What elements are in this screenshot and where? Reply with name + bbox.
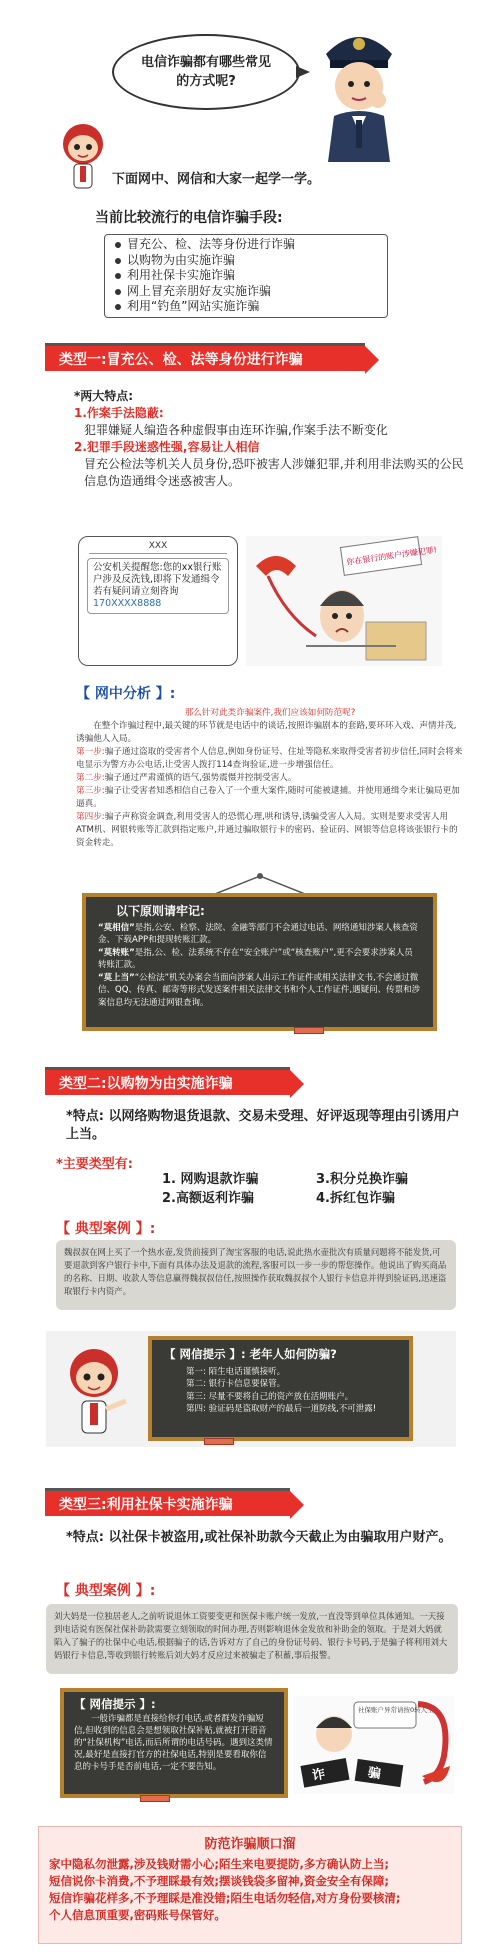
cartoon-sign-text: 你在银行的账户涉嫌犯罪! — [345, 545, 438, 567]
case-title: 【 典型案例 】: — [56, 1221, 156, 1237]
sms-text: 公安机关提醒您:您的xx银行账户涉及反洗钱,即将下发通缉令若有疑问请立刻咨询 — [93, 562, 222, 597]
board-item-label: “莫上当” — [98, 972, 135, 983]
analysis-step — [76, 785, 464, 811]
list-item: 利用“钓鱼”网站实施诈骗 — [113, 299, 379, 315]
board-title: 【 网信提示 】: 老年人如何防骗? — [164, 1347, 337, 1361]
section-title: 类型三:利用社保卡实施诈骗 — [59, 1496, 233, 1513]
slogan-line: 短信诈骗花样多,不予理睬是准没错;陌生电话勿轻信,对方身份要核清; — [49, 1891, 401, 1905]
step-label: 第四步: — [76, 812, 105, 822]
social-security-tip-chalkboard — [60, 1688, 288, 1798]
board-item-text: 是指,公安、检察、法院、金融等部门不会通过电话、网络通知涉案人核查资金、下载APP和提现转账汇款。 — [98, 922, 418, 945]
analysis-question: 那么针对此类诈骗案件,我们应该如何防范呢? — [184, 708, 356, 718]
board-item-label: “莫转账” — [98, 947, 135, 958]
eraser-icon — [204, 1438, 234, 1445]
slogan-line: 家中隐私勿泄露,涉及钱财需小心;陌生来电要提防,多方确认防上当; — [49, 1857, 389, 1871]
type3-feature — [66, 1529, 464, 1547]
step-text: 骗子通过盗取的受害者个人信息,例如身份证号、住址等隐私来取得受害者初步信任,同时会将来电显示为警方办公电话,让受害人拨打114查询验证,进一步增强信任。 — [76, 747, 463, 770]
section-title: 类型二:以购物为由实施诈骗 — [59, 1075, 233, 1092]
cartoon-word-a: 诈 — [311, 1766, 327, 1784]
speech-bubble-tail — [296, 66, 310, 78]
overview-list — [104, 234, 388, 318]
board-title: 【 网信提示 】: — [74, 1697, 156, 1711]
principles-chalkboard — [82, 893, 437, 1031]
main-types-label: *主要类型有: — [56, 1157, 133, 1172]
hero-section — [0, 0, 500, 195]
section-header-arrow — [365, 346, 379, 374]
phone-scam-cartoon — [294, 1696, 454, 1794]
analysis-step — [76, 772, 464, 785]
feature-2-body: 冒充公检法等机关人员身份,恐吓被害人涉嫌犯罪,并利用非法购买的公民信息伪造通缉令迷惑被害人。 — [84, 457, 464, 488]
feature-label: *特点: — [66, 1530, 104, 1545]
step-text: 骗子通过严肃谨慎的语气,强势震慑并控制受害人。 — [104, 773, 297, 783]
scam-kinds-grid — [162, 1170, 442, 1208]
cartoon-word-b: 骗 — [366, 1765, 382, 1783]
hero-question: 电信诈骗都有哪些常见的方式呢? — [140, 55, 271, 89]
elderly-tip-chalkboard — [148, 1336, 413, 1441]
board-title: 以下原则请牢记: — [116, 904, 205, 918]
feature-1-body: 犯罪嫌疑人编造各种虚假事由连环诈骗,作案手法不断变化 — [84, 423, 388, 437]
sms-phone-number: 170XXXX8888 — [93, 598, 162, 609]
feature-label: *特点: — [66, 1109, 104, 1124]
scam-kind: 3.积分兑换诈骗 — [316, 1172, 408, 1187]
list-item: 冒充公、检、法等身份进行诈骗 — [113, 237, 379, 253]
section-header-arrow — [290, 1070, 304, 1098]
scam-kind: 1. 网购退款诈骗 — [162, 1172, 259, 1187]
list-item: 利用社保卡实施诈骗 — [113, 268, 379, 284]
section-header-type1 — [45, 343, 365, 371]
analysis-title: 【 网中分析 】: — [76, 686, 176, 702]
type1-features — [74, 388, 464, 490]
scam-call-cartoon — [246, 536, 442, 666]
overview-title: 当前比较流行的电信诈骗手段: — [95, 210, 283, 226]
eraser-icon — [294, 1027, 324, 1034]
cartoon-bubble-text: 社保账户异常请按0转人工 — [358, 1706, 434, 1714]
scam-kind: 2.高额返利诈骗 — [162, 1191, 254, 1206]
eraser-icon — [140, 1795, 170, 1802]
case-box — [46, 1604, 458, 1674]
section-header-type2 — [45, 1067, 290, 1095]
step-label: 第一步: — [76, 747, 105, 757]
feature-1-title: 1.作案手法隐蔽: — [74, 406, 164, 420]
case-box — [56, 1240, 456, 1310]
analysis-body — [76, 707, 464, 850]
board-item-label: “莫相信” — [98, 922, 135, 933]
features-label: *两大特点: — [74, 389, 134, 403]
board-item — [98, 922, 421, 947]
case-text: 魏叔叔在网上买了一个热水壶,发货前接到了淘宝客服的电话,说此热水壶批次有质量问题将不能发货,可要退款到客户银行卡中,下面有具体办法及退款的流程,客服可以一步一步的帮您操作。他说出了购买商品的名称、日期、收款人等信息赢得魏叔叔信任,按照操作获取魏叔叔个人银行卡信息并得到验证码,迅速盗取银行卡内资产。 — [64, 1247, 447, 1296]
section-title: 类型一:冒充公、检、法等身份进行诈骗 — [59, 351, 303, 368]
step-text: 骗子让受害者知悉相信自己卷入了一个重大案件,随时可能被逮捕。并使用通缉令来让骗局更加逼真。 — [76, 786, 460, 809]
cartoon-kid-icon — [58, 122, 108, 192]
scam-kind: 4.拆红包诈骗 — [316, 1191, 395, 1206]
tip-item: 第二: 银行卡信息要保管。 — [186, 1379, 286, 1389]
tip-item: 第一: 陌生电话谨慎接听。 — [186, 1366, 286, 1377]
cartoon-kid-pointing-icon — [64, 1345, 130, 1440]
anti-fraud-slogan-box — [38, 1826, 462, 1944]
phone-header: XXX — [89, 541, 227, 554]
type2-feature — [66, 1108, 464, 1144]
hero-caption: 下面网中、网信和大家一起学一学。 — [112, 172, 321, 187]
section-header-arrow — [290, 1491, 304, 1519]
case-title: 【 典型案例 】: — [56, 1583, 156, 1599]
feature-text: 以社保卡被盗用,或社保补助款今天截止为由骗取用户财产。 — [108, 1530, 452, 1545]
step-label: 第二步: — [76, 773, 105, 783]
slogan-line: 个人信息顶重要,密码账号保管好。 — [49, 1908, 226, 1922]
list-item: 网上冒充亲朋好友实施诈骗 — [113, 284, 379, 300]
slogan-title: 防范诈骗顺口溜 — [204, 1837, 296, 1852]
tip-item: 第四: 验证码是盗取财产的最后一道防线,不可泄露! — [186, 1404, 377, 1414]
board-item — [98, 947, 421, 972]
analysis-intro: 在整个诈骗过程中,最关键的环节就是电话中的谈话,按照诈骗剧本的套路,要环环入戏、声情并茂,诱骗他人入局。 — [76, 721, 457, 744]
slogan-line: 短信说你卡消费,不予理睬最有效;摆谈钱袋多留神,资金安全有保障; — [49, 1874, 389, 1888]
police-officer-illustration — [316, 20, 402, 162]
list-item: 以购物为由实施诈骗 — [113, 253, 379, 269]
feature-2-title: 2.犯罪手段迷惑性强,容易让人相信 — [74, 440, 260, 454]
board-item — [98, 972, 421, 1010]
board-item-text: “公检法”机关办案会当面向涉案人出示工作证件或相关法律文书,不会通过微信、QQ、传真、邮寄等形式发送案件相关法律文书和个人工作证件,遇疑问、传票和涉案信息均无法通过网银查询。 — [98, 972, 421, 1008]
board-item-text: 是指,公、检、法系统不存在“安全账户”或“核查账户”,更不会要求涉案人员转账汇款。 — [98, 947, 413, 970]
analysis-step — [76, 746, 464, 772]
speech-bubble — [112, 34, 300, 110]
tip-item: 第三: 尽量不要将自己的资产放在活期账户。 — [186, 1391, 354, 1402]
sms-message — [87, 558, 229, 614]
analysis-step — [76, 811, 464, 850]
step-label: 第三步: — [76, 786, 105, 796]
tip-text: 一般诈骗都是直接给你打电话,或者群发诈骗短信,但收到的信息会是想领取社保补贴,就被打开语音的“社保机构”电话,而后所谓的电话号码。遇到这类情况,最好是直接打官方的社保电话,特别是要看取你信息的卡号手是否前电话,一定不要告知。 — [74, 1714, 273, 1772]
phone-sms-illustration — [78, 536, 238, 666]
section-header-type3 — [45, 1488, 290, 1516]
case-text: 刘大妈是一位独居老人,之前听说退休工资要变更和医保卡账户统一发放,一直没等到单位具体通知。一天接到电话说有医保社保补助款需要立刻领取的时间办理,否则影响退休金发放和补助金的领取。于是刘大妈就陷入了骗子的社保中心电话,根据骗子的话,告诉对方了自己的身份证号码、银行卡号码,于是骗子将利用刘大妈银行卡信息,等收到银行转账后刘大妈才反应过来被骗走了积蓄,事后报警。 — [54, 1611, 448, 1660]
step-text: 骗子声称资金调查,利用受害人的恐慌心理,哄和诱导,诱骗受害人入局。实则是要求受害人用ATM机、网银转账等汇款到指定账户,并通过骗取银行卡的密码、验证码、网银等信息将该张银行卡的资金转走。 — [76, 812, 458, 848]
tip-list — [164, 1366, 397, 1416]
feature-text: 以网络购物退货退款、交易未受理、好评返现等理由引诱用户上当。 — [66, 1109, 460, 1142]
